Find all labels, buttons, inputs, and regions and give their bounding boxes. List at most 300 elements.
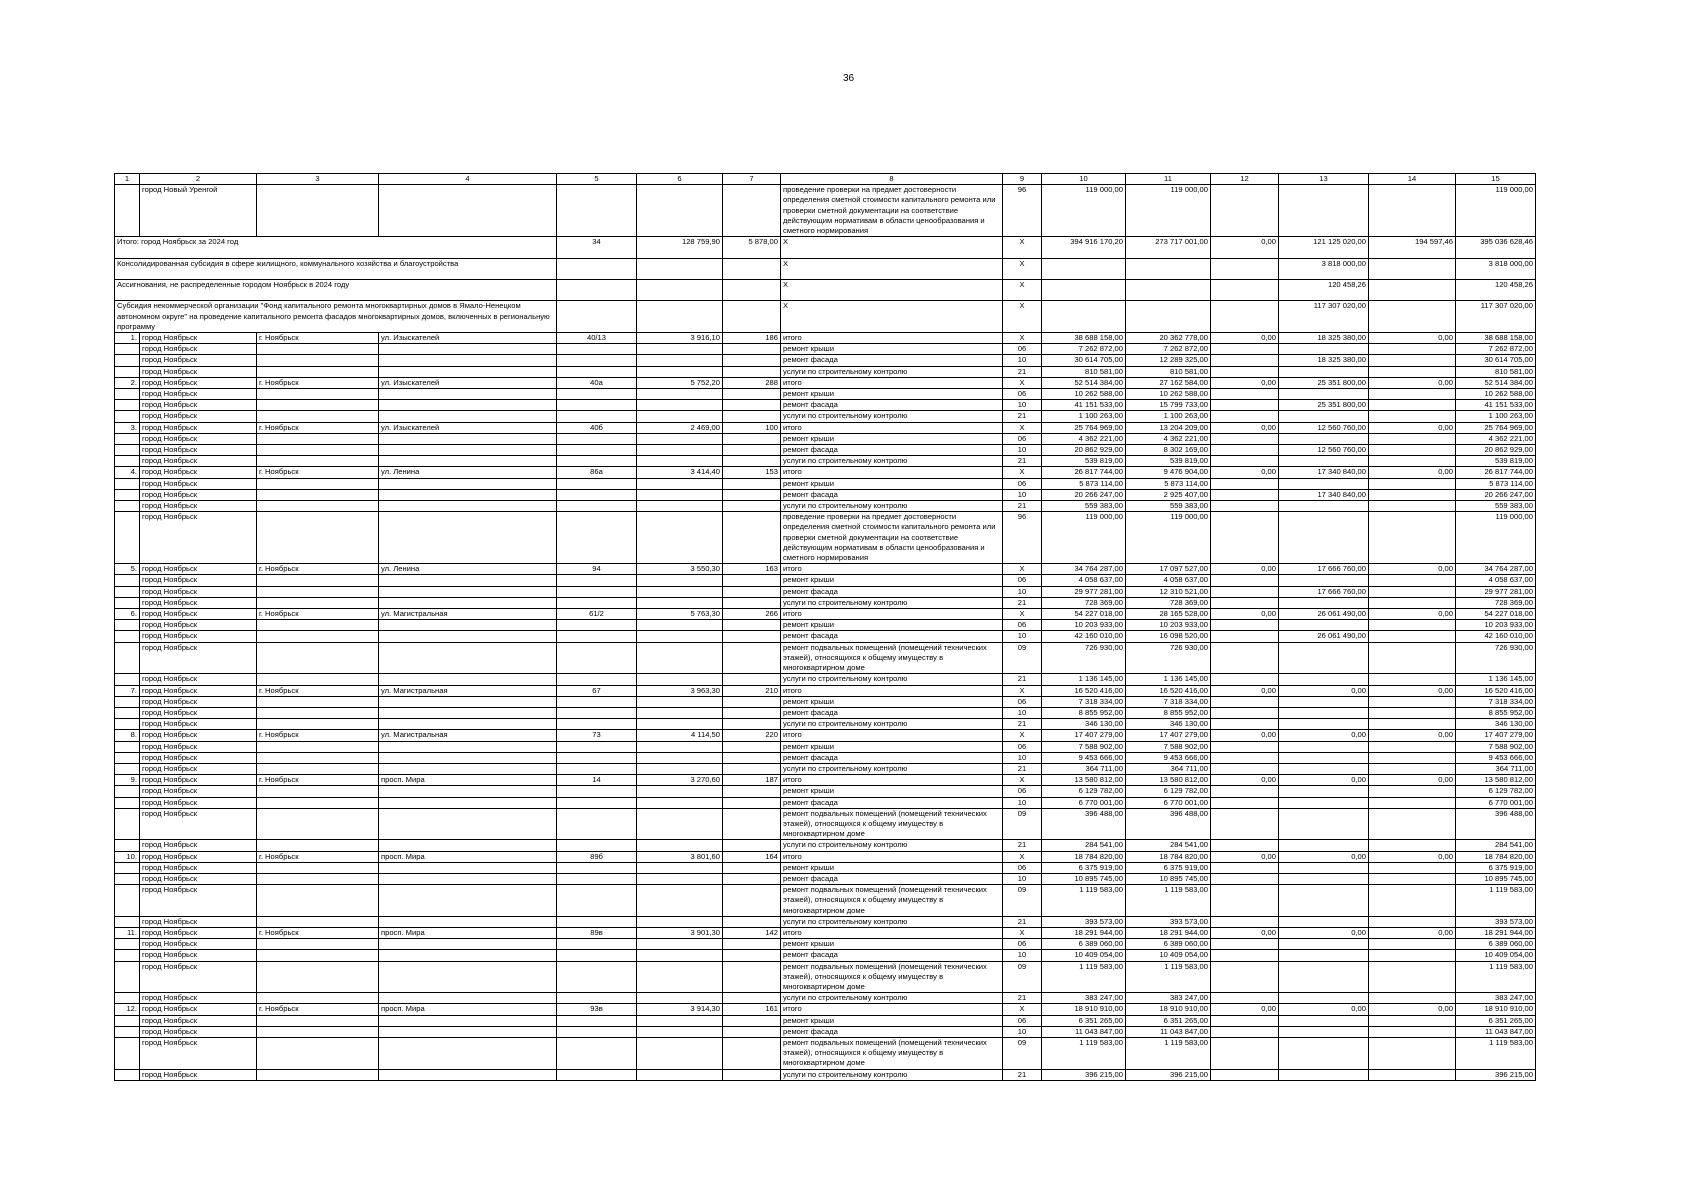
cell-col-8: ремонт крыши: [781, 620, 1003, 631]
cell-col-15: 30 614 705,00: [1456, 355, 1536, 366]
cell-col-8: услуги по строительному контролю: [781, 916, 1003, 927]
cell-col-6: [637, 575, 723, 586]
cell-col-5: 40б: [557, 422, 637, 433]
cell-col-9: 06: [1003, 344, 1042, 355]
cell-col-10: 29 977 281,00: [1042, 586, 1126, 597]
cell-col-12: [1211, 620, 1279, 631]
cell-col-9: 96: [1003, 512, 1042, 564]
cell-col-9: 21: [1003, 840, 1042, 851]
column-number-15: 15: [1456, 174, 1536, 185]
cell-col-12: 0,00: [1211, 609, 1279, 620]
cell-col-9: X: [1003, 927, 1042, 938]
cell-col-10: 20 862 929,00: [1042, 445, 1126, 456]
cell-col-5: [557, 389, 637, 400]
cell-col-13: [1279, 808, 1369, 840]
cell-col-7: [723, 301, 781, 333]
cell-col-11: 728 369,00: [1126, 597, 1211, 608]
cell-col-15: 20 266 247,00: [1456, 489, 1536, 500]
cell-col-5: [557, 950, 637, 961]
cell-col-14: 194 597,46: [1369, 237, 1456, 258]
cell-col-2: город Ноябрьск: [140, 873, 257, 884]
cell-col-4: [379, 763, 557, 774]
cell-col-1: 9.: [115, 775, 140, 786]
cell-col-5: [557, 840, 637, 851]
cell-col-3: [257, 389, 379, 400]
cell-col-14: [1369, 355, 1456, 366]
cell-col-6: [637, 1015, 723, 1026]
cell-col-1: 4.: [115, 467, 140, 478]
summary-row: [115, 237, 1536, 258]
cell-col-4: [379, 366, 557, 377]
cell-col-9: 06: [1003, 862, 1042, 873]
cell-col-15: 6 375 919,00: [1456, 862, 1536, 873]
cell-col-1: [115, 885, 140, 917]
cell-col-2: город Ноябрьск: [140, 741, 257, 752]
cell-col-4: [379, 873, 557, 884]
cell-col-2: город Ноябрьск: [140, 1004, 257, 1015]
cell-col-15: 11 043 847,00: [1456, 1026, 1536, 1037]
cell-col-12: [1211, 950, 1279, 961]
cell-col-5: [557, 478, 637, 489]
cell-col-15: 383 247,00: [1456, 993, 1536, 1004]
cell-col-3: [257, 400, 379, 411]
cell-col-10: 10 203 933,00: [1042, 620, 1126, 631]
cell-col-7: 187: [723, 775, 781, 786]
cell-col-11: 810 581,00: [1126, 366, 1211, 377]
cell-col-12: [1211, 445, 1279, 456]
cell-col-1: [115, 862, 140, 873]
cell-col-12: [1211, 355, 1279, 366]
cell-col-15: 34 764 287,00: [1456, 564, 1536, 575]
cell-col-11: [1126, 301, 1211, 333]
cell-col-10: 10 895 745,00: [1042, 873, 1126, 884]
cell-col-13: [1279, 741, 1369, 752]
cell-col-6: [637, 1069, 723, 1080]
cell-col-14: 0,00: [1369, 467, 1456, 478]
cell-col-12: [1211, 280, 1279, 301]
cell-col-12: 0,00: [1211, 851, 1279, 862]
cell-col-3: г. Ноябрьск: [257, 377, 379, 388]
table-row: [115, 707, 1536, 718]
cell-col-11: 364 711,00: [1126, 763, 1211, 774]
cell-col-7: 163: [723, 564, 781, 575]
cell-col-7: [723, 642, 781, 674]
cell-col-3: [257, 597, 379, 608]
cell-col-12: [1211, 258, 1279, 279]
cell-col-14: [1369, 366, 1456, 377]
cell-col-7: [723, 456, 781, 467]
cell-col-4: [379, 674, 557, 685]
cell-col-14: [1369, 1026, 1456, 1037]
cell-col-11: 726 930,00: [1126, 642, 1211, 674]
cell-col-4: [379, 808, 557, 840]
cell-col-3: [257, 575, 379, 586]
table-row: [115, 620, 1536, 631]
cell-col-15: 13 580 812,00: [1456, 775, 1536, 786]
cell-col-8: ремонт фасада: [781, 631, 1003, 642]
cell-col-14: 0,00: [1369, 377, 1456, 388]
cell-col-6: [637, 993, 723, 1004]
cell-col-12: 0,00: [1211, 564, 1279, 575]
cell-col-13: [1279, 719, 1369, 730]
cell-col-4: ул. Изыскателей: [379, 333, 557, 344]
cell-col-4: [379, 478, 557, 489]
table-row: [115, 489, 1536, 500]
cell-col-15: 6 770 001,00: [1456, 797, 1536, 808]
cell-col-12: [1211, 741, 1279, 752]
cell-col-1: [115, 939, 140, 950]
cell-col-1: [115, 355, 140, 366]
cell-col-2: город Ноябрьск: [140, 411, 257, 422]
cell-col-15: 119 000,00: [1456, 512, 1536, 564]
cell-col-11: 13 204 209,00: [1126, 422, 1211, 433]
cell-col-11: [1126, 258, 1211, 279]
cell-col-2: город Ноябрьск: [140, 1038, 257, 1070]
cell-col-10: 18 784 820,00: [1042, 851, 1126, 862]
cell-col-11: 119 000,00: [1126, 512, 1211, 564]
cell-col-6: [637, 916, 723, 927]
cell-col-10: 4 058 637,00: [1042, 575, 1126, 586]
cell-col-7: [723, 597, 781, 608]
cell-col-15: 10 895 745,00: [1456, 873, 1536, 884]
cell-col-6: [637, 642, 723, 674]
table-row: [115, 631, 1536, 642]
cell-col-5: [557, 707, 637, 718]
cell-col-2: город Ноябрьск: [140, 456, 257, 467]
cell-col-5: [557, 456, 637, 467]
cell-col-7: [723, 696, 781, 707]
cell-col-5: [557, 433, 637, 444]
cell-col-8: ремонт фасада: [781, 797, 1003, 808]
cell-col-10: 810 581,00: [1042, 366, 1126, 377]
cell-col-12: 0,00: [1211, 333, 1279, 344]
cell-col-9: 10: [1003, 445, 1042, 456]
cell-col-6: [637, 366, 723, 377]
cell-col-13: [1279, 512, 1369, 564]
cell-col-9: 21: [1003, 456, 1042, 467]
cell-col-9: X: [1003, 564, 1042, 575]
table-row: [115, 950, 1536, 961]
cell-col-13: 0,00: [1279, 730, 1369, 741]
cell-col-14: [1369, 696, 1456, 707]
cell-col-2: город Ноябрьск: [140, 840, 257, 851]
cell-col-5: 67: [557, 685, 637, 696]
cell-col-14: [1369, 489, 1456, 500]
cell-col-12: [1211, 961, 1279, 993]
cell-col-14: [1369, 1069, 1456, 1080]
cell-col-15: 41 151 533,00: [1456, 400, 1536, 411]
cell-col-10: 284 541,00: [1042, 840, 1126, 851]
cell-col-1: [115, 993, 140, 1004]
cell-col-11: 6 770 001,00: [1126, 797, 1211, 808]
cell-col-6: [637, 280, 723, 301]
cell-col-6: [637, 597, 723, 608]
cell-col-12: [1211, 366, 1279, 377]
cell-col-11: 6 129 782,00: [1126, 786, 1211, 797]
cell-col-11: 6 375 919,00: [1126, 862, 1211, 873]
table-row: [115, 575, 1536, 586]
cell-col-13: [1279, 862, 1369, 873]
cell-col-8: X: [781, 301, 1003, 333]
cell-col-5: [557, 631, 637, 642]
cell-col-13: [1279, 344, 1369, 355]
cell-col-5: [557, 400, 637, 411]
cell-col-6: [637, 445, 723, 456]
cell-col-4: [379, 961, 557, 993]
cell-col-13: 120 458,26: [1279, 280, 1369, 301]
cell-col-15: 7 588 902,00: [1456, 741, 1536, 752]
cell-col-6: [637, 344, 723, 355]
cell-col-4: [379, 389, 557, 400]
cell-col-7: [723, 512, 781, 564]
cell-col-7: [723, 445, 781, 456]
cell-col-4: ул. Изыскателей: [379, 422, 557, 433]
cell-col-13: 25 351 800,00: [1279, 400, 1369, 411]
cell-col-5: [557, 301, 637, 333]
cell-col-4: ул. Магистральная: [379, 685, 557, 696]
cell-col-11: 1 119 583,00: [1126, 1038, 1211, 1070]
cell-col-15: 1 119 583,00: [1456, 885, 1536, 917]
cell-col-15: 29 977 281,00: [1456, 586, 1536, 597]
cell-col-4: [379, 1026, 557, 1037]
cell-col-12: [1211, 185, 1279, 237]
cell-col-4: [379, 185, 557, 237]
cell-col-3: [257, 707, 379, 718]
cell-col-3: [257, 873, 379, 884]
cell-col-2: город Ноябрьск: [140, 631, 257, 642]
cell-col-7: [723, 575, 781, 586]
cell-col-1: [115, 674, 140, 685]
cell-col-12: [1211, 631, 1279, 642]
cell-col-6: [637, 586, 723, 597]
cell-col-8: итого: [781, 422, 1003, 433]
cell-col-14: [1369, 642, 1456, 674]
cell-col-5: [557, 355, 637, 366]
cell-col-15: 9 453 666,00: [1456, 752, 1536, 763]
cell-col-9: 10: [1003, 400, 1042, 411]
cell-col-13: 18 325 380,00: [1279, 355, 1369, 366]
cell-col-9: 09: [1003, 885, 1042, 917]
cell-col-10: 6 375 919,00: [1042, 862, 1126, 873]
cell-col-8: ремонт фасада: [781, 586, 1003, 597]
cell-col-1: 6.: [115, 609, 140, 620]
cell-col-2: город Ноябрьск: [140, 851, 257, 862]
cell-col-3: [257, 885, 379, 917]
column-number-row: [115, 174, 1536, 185]
cell-col-13: [1279, 1015, 1369, 1026]
cell-col-5: [557, 445, 637, 456]
cell-col-1: [115, 916, 140, 927]
cell-col-11: 284 541,00: [1126, 840, 1211, 851]
table-row: [115, 797, 1536, 808]
cell-col-15: 52 514 384,00: [1456, 377, 1536, 388]
cell-col-15: 346 130,00: [1456, 719, 1536, 730]
table-row: [115, 411, 1536, 422]
cell-col-9: 21: [1003, 366, 1042, 377]
cell-col-3: [257, 501, 379, 512]
cell-col-3: [257, 445, 379, 456]
cell-col-11: 18 291 944,00: [1126, 927, 1211, 938]
cell-col-6: [637, 885, 723, 917]
cell-col-12: 0,00: [1211, 730, 1279, 741]
cell-col-1: [115, 501, 140, 512]
table-row: [115, 1069, 1536, 1080]
table-row: [115, 512, 1536, 564]
cell-col-13: [1279, 873, 1369, 884]
table-row: [115, 377, 1536, 388]
cell-col-1: [115, 752, 140, 763]
cell-col-14: [1369, 797, 1456, 808]
cell-col-7: [723, 1026, 781, 1037]
cell-col-14: [1369, 456, 1456, 467]
cell-col-2: город Ноябрьск: [140, 620, 257, 631]
cell-col-1: [115, 575, 140, 586]
cell-col-13: [1279, 993, 1369, 1004]
cell-col-6: 2 469,00: [637, 422, 723, 433]
cell-col-2: город Ноябрьск: [140, 862, 257, 873]
cell-col-3: [257, 478, 379, 489]
cell-col-12: 0,00: [1211, 927, 1279, 938]
cell-col-7: [723, 862, 781, 873]
cell-col-9: 09: [1003, 642, 1042, 674]
cell-col-13: 0,00: [1279, 851, 1369, 862]
cell-col-11: 18 784 820,00: [1126, 851, 1211, 862]
cell-col-8: услуги по строительному контролю: [781, 456, 1003, 467]
cell-col-8: услуги по строительному контролю: [781, 719, 1003, 730]
cell-col-8: ремонт крыши: [781, 862, 1003, 873]
cell-col-9: 10: [1003, 752, 1042, 763]
cell-col-13: [1279, 456, 1369, 467]
cell-col-12: [1211, 456, 1279, 467]
cell-col-6: [637, 961, 723, 993]
cell-col-2: город Ноябрьск: [140, 775, 257, 786]
cell-col-12: [1211, 808, 1279, 840]
table-row: [115, 422, 1536, 433]
cell-col-7: [723, 366, 781, 377]
cell-col-9: X: [1003, 258, 1042, 279]
cell-col-5: [557, 1015, 637, 1026]
cell-col-7: 220: [723, 730, 781, 741]
cell-col-3: [257, 950, 379, 961]
cell-col-6: [637, 950, 723, 961]
table-row: [115, 389, 1536, 400]
cell-col-6: 3 963,30: [637, 685, 723, 696]
cell-col-7: [723, 344, 781, 355]
cell-col-8: услуги по строительному контролю: [781, 501, 1003, 512]
cell-col-15: 10 262 588,00: [1456, 389, 1536, 400]
table-row: [115, 445, 1536, 456]
cell-col-8: итого: [781, 927, 1003, 938]
cell-col-5: [557, 961, 637, 993]
cell-col-5: [557, 862, 637, 873]
cell-col-6: [637, 752, 723, 763]
cell-col-5: [557, 586, 637, 597]
cell-col-11: 119 000,00: [1126, 185, 1211, 237]
cell-col-14: [1369, 862, 1456, 873]
cell-col-15: 18 291 944,00: [1456, 927, 1536, 938]
cell-col-4: просп. Мира: [379, 927, 557, 938]
cell-col-3: [257, 1069, 379, 1080]
table-row: [115, 696, 1536, 707]
cell-col-1: [115, 597, 140, 608]
cell-col-10: 18 291 944,00: [1042, 927, 1126, 938]
cell-col-3: г. Ноябрьск: [257, 467, 379, 478]
cell-col-9: 09: [1003, 808, 1042, 840]
column-number-10: 10: [1042, 174, 1126, 185]
cell-col-8: X: [781, 237, 1003, 258]
cell-col-3: [257, 586, 379, 597]
cell-col-8: ремонт подвальных помещений (помещений технических этажей), относящихся к общему имуществу в многоквартирном доме: [781, 961, 1003, 993]
cell-col-13: 25 351 800,00: [1279, 377, 1369, 388]
cell-col-7: [723, 786, 781, 797]
cell-col-14: 0,00: [1369, 422, 1456, 433]
cell-col-6: [637, 763, 723, 774]
cell-col-7: [723, 993, 781, 1004]
cell-col-8: ремонт фасада: [781, 1026, 1003, 1037]
cell-col-10: 7 588 902,00: [1042, 741, 1126, 752]
cell-col-4: [379, 1069, 557, 1080]
cell-col-2: город Ноябрьск: [140, 730, 257, 741]
cell-col-3: [257, 620, 379, 631]
cell-col-7: [723, 258, 781, 279]
cell-col-13: [1279, 797, 1369, 808]
cell-col-14: [1369, 389, 1456, 400]
cell-col-15: 393 573,00: [1456, 916, 1536, 927]
cell-col-10: 30 614 705,00: [1042, 355, 1126, 366]
table-row: [115, 333, 1536, 344]
column-number-5: 5: [557, 174, 637, 185]
cell-col-1: [115, 1069, 140, 1080]
cell-col-9: 06: [1003, 741, 1042, 752]
cell-col-12: [1211, 586, 1279, 597]
cell-col-5: [557, 501, 637, 512]
cell-col-4: [379, 586, 557, 597]
cell-col-12: 0,00: [1211, 775, 1279, 786]
cell-col-5: [557, 885, 637, 917]
cell-col-12: [1211, 411, 1279, 422]
cell-col-3: г. Ноябрьск: [257, 609, 379, 620]
cell-col-13: 0,00: [1279, 685, 1369, 696]
cell-col-3: г. Ноябрьск: [257, 1004, 379, 1015]
cell-col-12: [1211, 674, 1279, 685]
cell-col-11: 1 119 583,00: [1126, 961, 1211, 993]
cell-col-15: 20 862 929,00: [1456, 445, 1536, 456]
cell-col-1: [115, 840, 140, 851]
cell-col-9: 21: [1003, 501, 1042, 512]
cell-col-3: г. Ноябрьск: [257, 730, 379, 741]
table-row: [115, 674, 1536, 685]
cell-col-11: 1 100 263,00: [1126, 411, 1211, 422]
cell-col-3: [257, 916, 379, 927]
cell-col-13: 117 307 020,00: [1279, 301, 1369, 333]
table-row: [115, 185, 1536, 237]
table-row: [115, 786, 1536, 797]
table-row: [115, 478, 1536, 489]
cell-col-9: 10: [1003, 631, 1042, 642]
cell-col-10: 1 119 583,00: [1042, 885, 1126, 917]
cell-col-5: [557, 674, 637, 685]
cell-col-13: 12 560 760,00: [1279, 445, 1369, 456]
cell-col-2: город Ноябрьск: [140, 752, 257, 763]
cell-col-15: 10 409 054,00: [1456, 950, 1536, 961]
cell-col-8: ремонт подвальных помещений (помещений технических этажей), относящихся к общему имуществу в многоквартирном доме: [781, 642, 1003, 674]
cell-col-10: 13 580 812,00: [1042, 775, 1126, 786]
table-row: [115, 808, 1536, 840]
cell-col-14: [1369, 961, 1456, 993]
cell-col-15: 6 389 060,00: [1456, 939, 1536, 950]
table-row: [115, 433, 1536, 444]
cell-col-4: [379, 642, 557, 674]
